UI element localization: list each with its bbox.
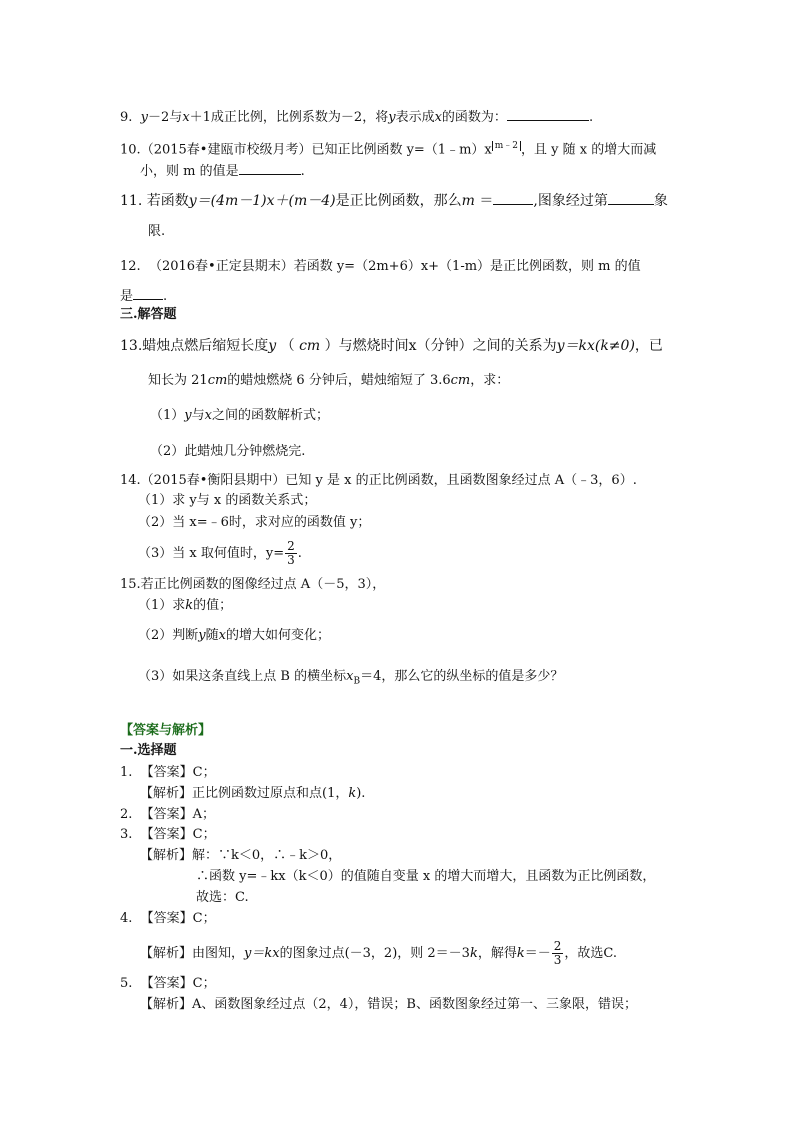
fraction: $\frac{2}{3}$ bbox=[553, 939, 562, 967]
question-9: 9. y－2与x＋1成正比例，比例系数为－2，将y表示成x的函数为： . bbox=[120, 107, 593, 127]
question-12-line2: 是 . bbox=[120, 286, 167, 306]
section-heading: 一.选择题 bbox=[120, 743, 177, 758]
answer-4-explanation: 【解析】由图知，y＝kx的图象过点(－3，2)，则 2＝－3k，解得k＝－ $\frac{2}{3}$ ，故选C. bbox=[140, 939, 618, 967]
answer-1-explanation: 【解析】正比例函数过原点和点(1，k). bbox=[140, 786, 366, 801]
question-14-part2: （2）当 x=﹣6时，求对应的函数值 y； bbox=[138, 515, 371, 530]
answers-heading: 【答案与解析】 bbox=[120, 723, 212, 738]
section-heading: 三.解答题 bbox=[120, 307, 177, 322]
answer-3-explanation: 【解析】解：∵k＜0，∴﹣k＞0， bbox=[140, 848, 342, 863]
question-10-line2: 小，则 m 的值是 . bbox=[140, 161, 305, 181]
answer-blank[interactable] bbox=[239, 161, 301, 175]
question-13-line2: 知长为 21cm的蜡烛燃烧 6 分钟后，蜡烛缩短了 3.6cm，求： bbox=[148, 373, 510, 388]
answer-4: 4. 【答案】C； bbox=[120, 911, 216, 926]
fraction: $\frac{2}{3}$ bbox=[287, 539, 295, 567]
question-12: 12. （2016春•正定县期末）若函数 y=（2m+6）x+（1-m）是正比例函数，则 m 的值 bbox=[120, 259, 641, 274]
answer-blank[interactable] bbox=[608, 191, 654, 205]
question-15-part2: （2）判断y随x的增大如何变化； bbox=[138, 628, 331, 643]
question-14-part1: （1）求 y与 x 的函数关系式； bbox=[138, 493, 317, 508]
question-14: 14.（2015春•衡阳县期中）已知 y 是 x 的正比例函数，且函数图象经过点 A（﹣3，6）. bbox=[120, 473, 637, 488]
question-11-line2: 限. bbox=[148, 224, 166, 239]
answer-2: 2. 【答案】A； bbox=[120, 807, 216, 822]
answer-blank[interactable] bbox=[507, 107, 589, 121]
answer-3-line2: ∴函数 y=﹣kx（k＜0）的值随自变量 x 的增大而增大，且函数为正比例函数， bbox=[196, 869, 656, 884]
answer-5-explanation: 【解析】A、函数图象经过点（2，4），错误；B、函数图象经过第一、三象限，错误； bbox=[140, 997, 637, 1012]
answer-3: 3. 【答案】C； bbox=[120, 827, 216, 842]
question-13: 13.蜡烛点燃后缩短长度y （ cm ）与燃烧时间x（分钟）之间的关系为y＝kx(k≠0)，已 bbox=[120, 338, 663, 354]
answer-1: 1. 【答案】C； bbox=[120, 765, 216, 780]
question-13-part1: （1）y与x之间的函数解析式； bbox=[150, 408, 330, 423]
question-15: 15.若正比例函数的图像经过点 A（－5，3）， bbox=[120, 577, 386, 592]
question-15-part3: （3）如果这条直线上点 B 的横坐标$x_B=4$，那么它的纵坐标的值是多少？ bbox=[138, 669, 564, 687]
answer-blank[interactable] bbox=[493, 191, 533, 205]
answer-blank[interactable] bbox=[133, 286, 163, 300]
question-14-part3: （3）当 x 取何值时，y= $\frac{2}{3}$ . bbox=[138, 539, 302, 567]
question-11: 11. 若函数y＝(4m－1)x＋(m－4)是正比例函数，那么m ＝ ,图象经过第 象 bbox=[120, 193, 668, 209]
answer-3-line3: 故选：C. bbox=[196, 890, 249, 905]
question-15-part1: （1）求k的值； bbox=[138, 598, 233, 613]
question-13-part2: （2）此蜡烛几分钟燃烧完. bbox=[150, 444, 306, 459]
answer-5: 5. 【答案】C； bbox=[120, 976, 216, 991]
question-10: 10.（2015春•建瓯市校级月考）已知正比例函数 y=（1﹣m）x m﹣2 ，且 y 随 x 的增大而减 bbox=[120, 141, 657, 158]
